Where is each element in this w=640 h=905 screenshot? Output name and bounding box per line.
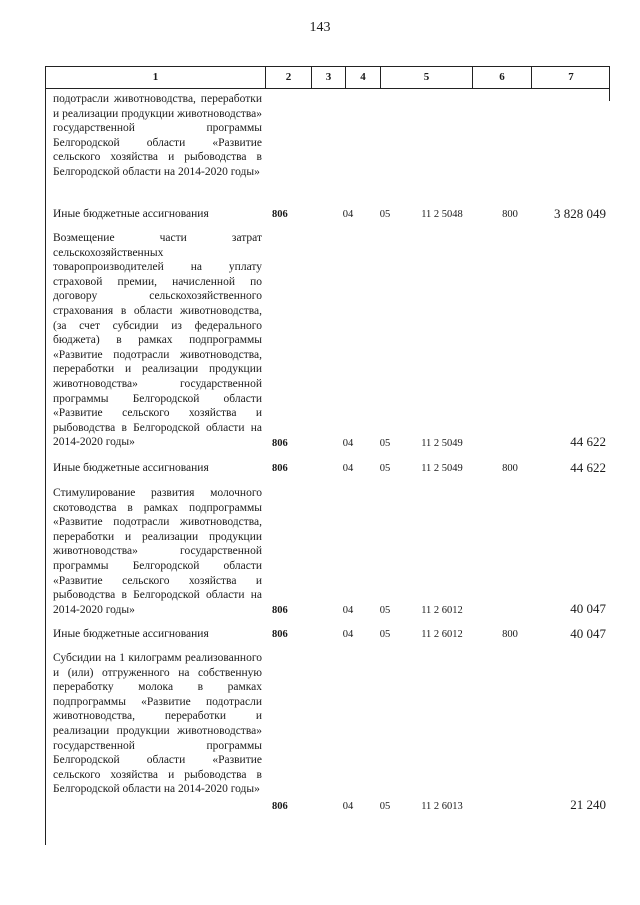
row-section-code: 04 (342, 629, 354, 640)
row-section-code: 04 (342, 438, 354, 449)
header-col-6: 6 (499, 71, 505, 83)
row-section-code: 04 (342, 605, 354, 616)
row-target-article: 11 2 6012 (421, 629, 463, 640)
table-left-border (45, 89, 46, 845)
row-description: Субсидии на 1 килограмм реализованного и (или) отгруженного на собственную переработку молока в рамках подпрограммы «Развитие подотрасли животноводства, переработки и реализации продукции животноводства» государственной программы Белгородской области «Развитие сельского хозяйства и рыбоводства в Белгородской области на 2014-2020 годы» (53, 652, 262, 796)
row-ministry-code: 806 (272, 801, 288, 812)
row-section-code: 04 (342, 209, 354, 220)
row-amount: 40 047 (570, 601, 606, 616)
row-amount: 3 828 049 (554, 206, 606, 221)
row-target-article: 11 2 5048 (421, 209, 463, 220)
page-number: 143 (309, 20, 331, 35)
row-target-article: 11 2 5049 (421, 438, 463, 449)
row-expense-type: 800 (502, 209, 518, 220)
row-ministry-code: 806 (272, 605, 288, 616)
header-col-4: 4 (360, 71, 366, 83)
row-section-code: 04 (342, 463, 354, 474)
row-amount: 44 622 (570, 434, 606, 449)
row-expense-type: 800 (502, 463, 518, 474)
row-amount: 44 622 (570, 460, 606, 475)
row-subsection-code: 05 (379, 629, 391, 640)
row-subsection-code: 05 (379, 438, 391, 449)
row-description: Иные бюджетные ассигнования (53, 628, 209, 640)
row-ministry-code: 806 (272, 629, 288, 640)
row-ministry-code: 806 (272, 209, 288, 220)
row-description: Стимулирование развития молочного скотоводства в рамках подпрограммы «Развитие подотрасли животноводства, переработки и реализации продукции животноводства» государственной программы Белгородской области «Развитие сельского хозяйства и рыбоводства в Белгородской области на 2014-2020 годы» (53, 487, 262, 616)
row-amount: 21 240 (570, 797, 606, 812)
row-description: подотрасли животноводства, переработки и реализации продукции животноводства» государственной программы Белгородской области «Развитие сельского хозяйства и рыбоводства в Белгородской области на 2014-2020 годы» (53, 93, 262, 178)
row-description: Иные бюджетные ассигнования (53, 208, 209, 220)
row-description: Возмещение части затрат сельскохозяйственных товаропроизводителей на уплату страховой премии, начисленной по договору сельскохозяйственного страхования в области животноводства, (за счет субсидии из федерального бюджета) в рамках подпрограммы «Развитие подотрасли животноводства, переработки и реализации продукции животноводства» государственной программы Белгородской области «Развитие сельского хозяйства и рыбоводства в Белгородской области на 2014-2020 годы» (53, 232, 262, 449)
header-col-7: 7 (568, 71, 574, 83)
row-subsection-code: 05 (379, 801, 391, 812)
row-expense-type: 800 (502, 629, 518, 640)
row-amount: 40 047 (570, 626, 606, 641)
header-col-1: 1 (152, 71, 159, 83)
table-header (45, 66, 610, 89)
row-target-article: 11 2 6013 (421, 801, 463, 812)
row-target-article: 11 2 6012 (421, 605, 463, 616)
header-col-2: 2 (285, 71, 292, 83)
row-ministry-code: 806 (272, 463, 288, 474)
row-target-article: 11 2 5049 (421, 463, 463, 474)
header-col-3: 3 (325, 71, 332, 83)
row-subsection-code: 05 (379, 209, 391, 220)
row-subsection-code: 05 (379, 605, 391, 616)
row-section-code: 04 (342, 801, 354, 812)
row-ministry-code: 806 (272, 438, 288, 449)
table-right-border (609, 89, 610, 101)
header-col-5: 5 (423, 71, 430, 83)
row-description: Иные бюджетные ассигнования (53, 462, 209, 474)
row-subsection-code: 05 (379, 463, 391, 474)
